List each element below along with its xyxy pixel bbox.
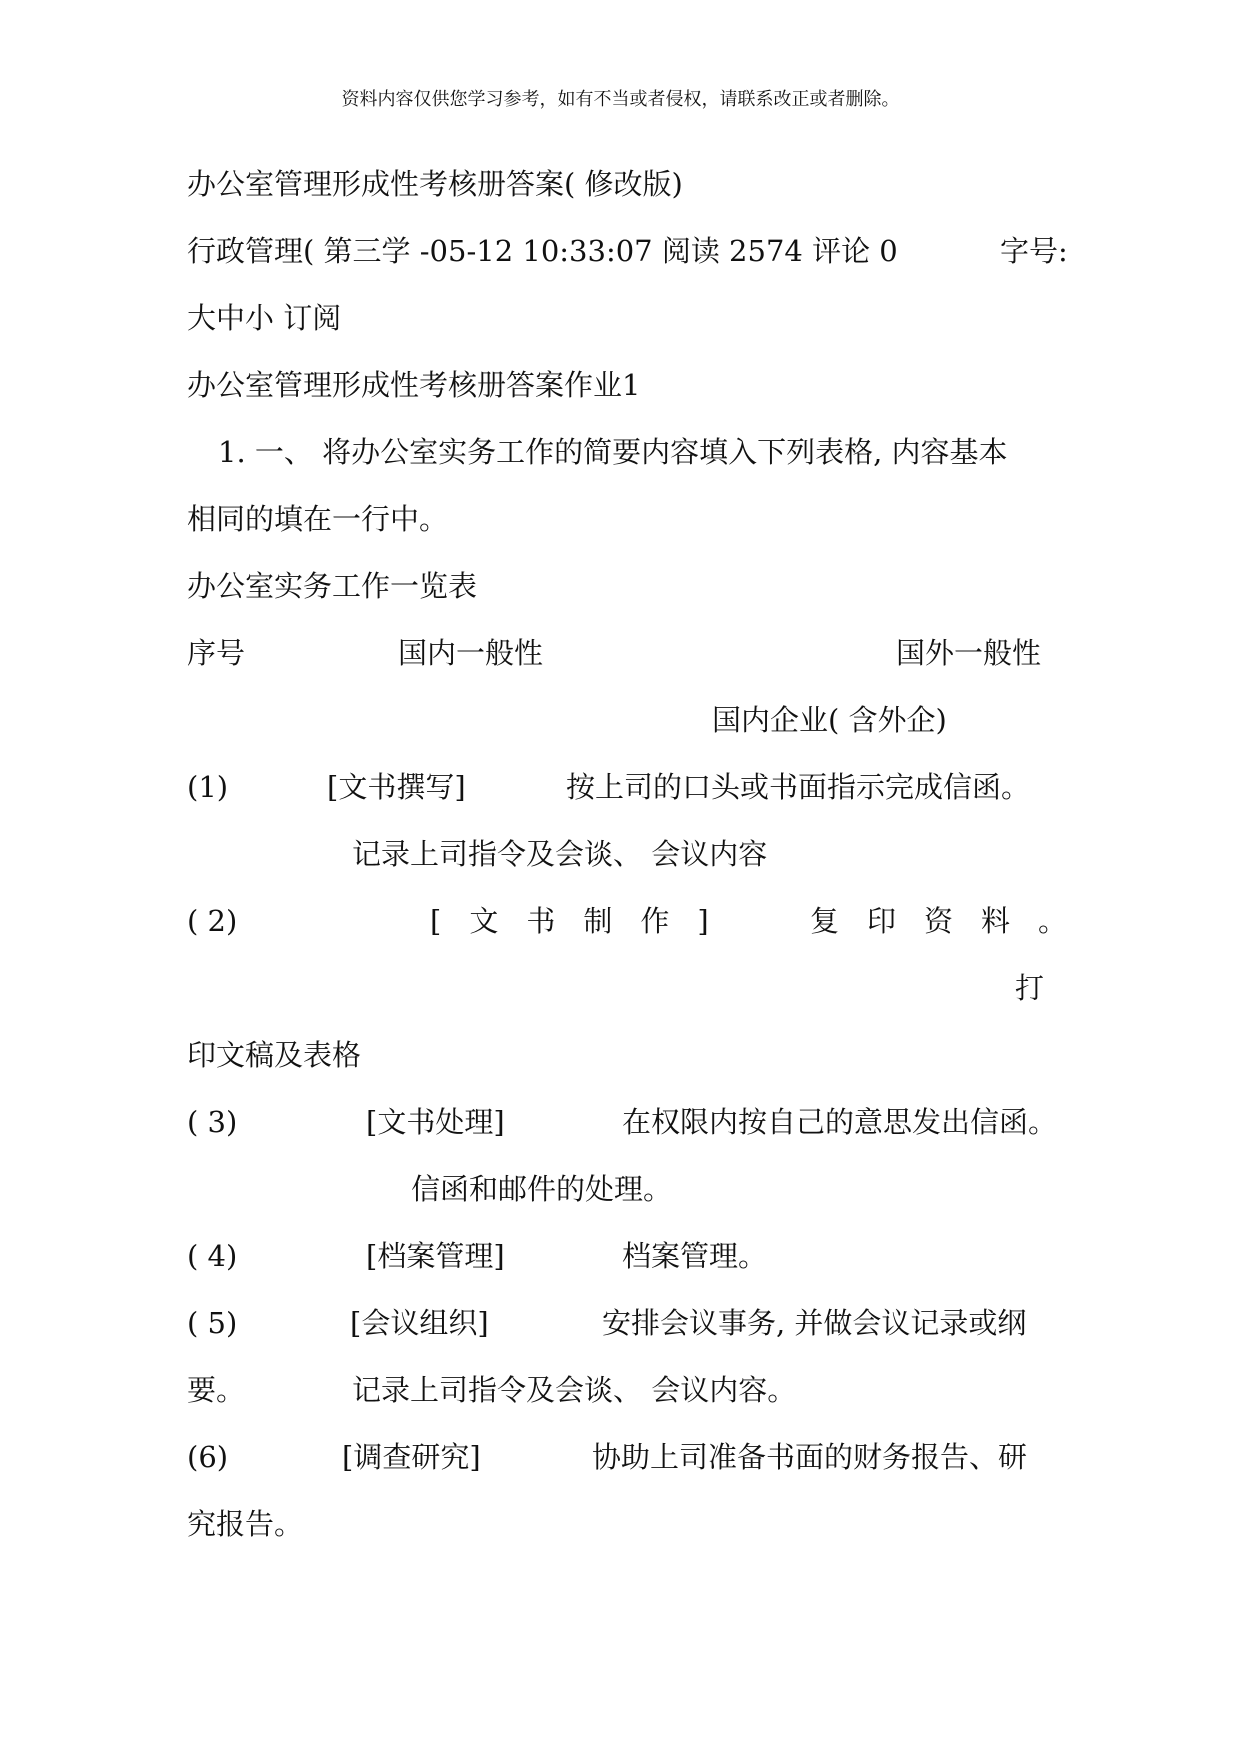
- header-seq: 序号: [187, 636, 246, 670]
- meta-line-1: 行政管理( 第三学 -05-12 10:33:07 阅读 2574 评论 0: [187, 234, 898, 268]
- row-2-num: ( 2): [187, 904, 238, 938]
- row-6-num: (6): [187, 1440, 229, 1474]
- row-6-domestic-cont: 究报告。: [187, 1507, 304, 1541]
- row-4-category: [档案管理]: [366, 1239, 505, 1273]
- document-title: 办公室管理形成性考核册答案( 修改版): [187, 167, 683, 201]
- row-5-num: ( 5): [187, 1306, 238, 1340]
- row-5-foreign: 记录上司指令及会谈、 会议内容。: [352, 1373, 797, 1407]
- row-1-domestic: 按上司的口头或书面指示完成信函。: [566, 770, 1031, 804]
- question-1-line-2: 相同的填在一行中。: [187, 502, 449, 536]
- row-3-category: [文书处理]: [366, 1105, 505, 1139]
- table-title: 办公室实务工作一览表: [187, 569, 478, 603]
- font-size-label: 字号:: [1000, 234, 1068, 268]
- row-2-foreign-b: 印文稿及表格: [187, 1038, 362, 1072]
- question-1-line-1: 1. 一、 将办公室实务工作的简要内容填入下列表格, 内容基本: [218, 435, 1008, 469]
- row-5-category: [会议组织]: [350, 1306, 489, 1340]
- row-3-num: ( 3): [187, 1105, 238, 1139]
- row-5-domestic-cont: 要。: [187, 1373, 246, 1407]
- row-6-domestic: 协助上司准备书面的财务报告、研: [592, 1440, 1028, 1474]
- row-1-category: [文书撰写]: [327, 770, 466, 804]
- row-3-foreign: 信函和邮件的处理。: [411, 1172, 673, 1206]
- meta-line-2[interactable]: 大中小 订阅: [187, 301, 342, 335]
- row-2-domestic: 复印资料。: [810, 904, 1096, 938]
- row-5-domestic: 安排会议事务, 并做会议记录或纲: [602, 1306, 1027, 1340]
- row-4-domestic: 档案管理。: [622, 1239, 768, 1273]
- header-foreign-general: 国外一般性: [896, 636, 1042, 670]
- row-6-category: [调查研究]: [342, 1440, 481, 1474]
- header-domestic-enterprise: 国内企业( 含外企): [712, 703, 947, 737]
- row-1-foreign: 记录上司指令及会谈、 会议内容: [352, 837, 768, 871]
- header-domestic-general: 国内一般性: [398, 636, 544, 670]
- section-title: 办公室管理形成性考核册答案作业1: [187, 368, 641, 402]
- page-header-disclaimer: 资料内容仅供您学习参考，如有不当或者侵权，请联系改正或者删除。: [341, 89, 900, 110]
- row-2-foreign-a: 打: [1015, 971, 1045, 1005]
- row-4-num: ( 4): [187, 1239, 238, 1273]
- row-3-domestic: 在权限内按自己的意思发出信函。: [622, 1105, 1058, 1139]
- row-2-category: [文书制作]: [430, 904, 737, 938]
- row-1-num: (1): [187, 770, 229, 804]
